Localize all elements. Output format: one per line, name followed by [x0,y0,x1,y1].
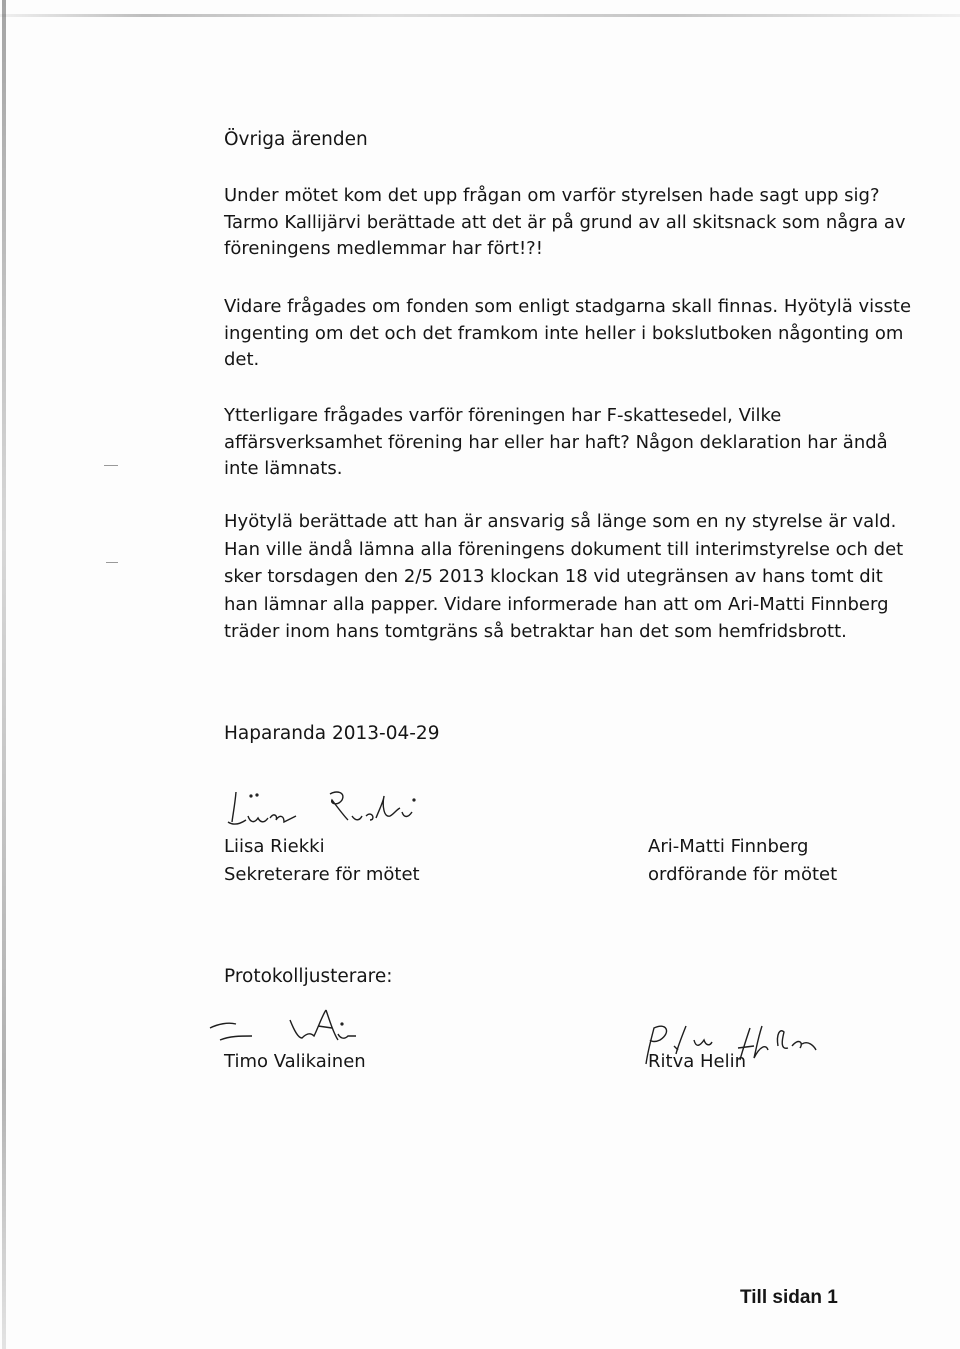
signature-liisa-riekki [226,786,436,830]
signer-role: Sekreterare för mötet [224,864,420,885]
signer-secretary [224,833,420,889]
signer-name: Liisa Riekki [224,836,325,857]
paragraph-tax-question: Ytterligare frågades varför föreningen har F-skattesedel, Vilke affärsverksamhet förening har eller har haft? Någon deklaration har ändå inte lämnats. [224,405,888,479]
adjuster-name: Ritva Helin [648,1051,746,1072]
scan-edge-left [2,0,6,1349]
paragraph-board-resignation: Under mötet kom det upp frågan om varför styrelsen hade sagt upp sig? Tarmo Kallijärvi berättade att det är på grund av all skitsnack som några av föreningens medlemmar har fört!?! [224,185,906,259]
scan-edge-top [0,14,960,17]
adjuster-name: Timo Valikainen [224,1051,366,1072]
margin-mark [106,562,118,563]
place-date: Haparanda 2013-04-29 [224,723,440,744]
paragraph-responsibility: Hyötylä berättade att han är ansvarig så länge som en ny styrelse är vald. Han ville ändå lämna alla föreningens dokument till interimstyrelse och det sker torsdagen den 2/5 2013 klockan 18 vid utegränsen av hans tomt dit han lämnar alla papper. Vidare informerade han att om Ari-Matti Finnberg träder inom hans tomtgräns så betraktar han det som hemfridsbrott. [224,511,904,642]
margin-mark [104,465,118,466]
page-reference: Till sidan 1 [740,1287,838,1308]
signature-timo-valikainen [206,1006,436,1050]
adjusters-heading: Protokolljusterare: [224,966,393,987]
signer-name: Ari-Matti Finnberg [648,836,809,857]
signer-role: ordförande för mötet [648,864,838,885]
paragraph-fund-question: Vidare frågades om fonden som enligt stadgarna skall finnas. Hyötylä visste ingenting om det och det framkom inte heller i bokslutboken någonting om det. [224,296,912,370]
signer-chair [648,833,837,889]
section-heading: Övriga ärenden [224,129,368,150]
